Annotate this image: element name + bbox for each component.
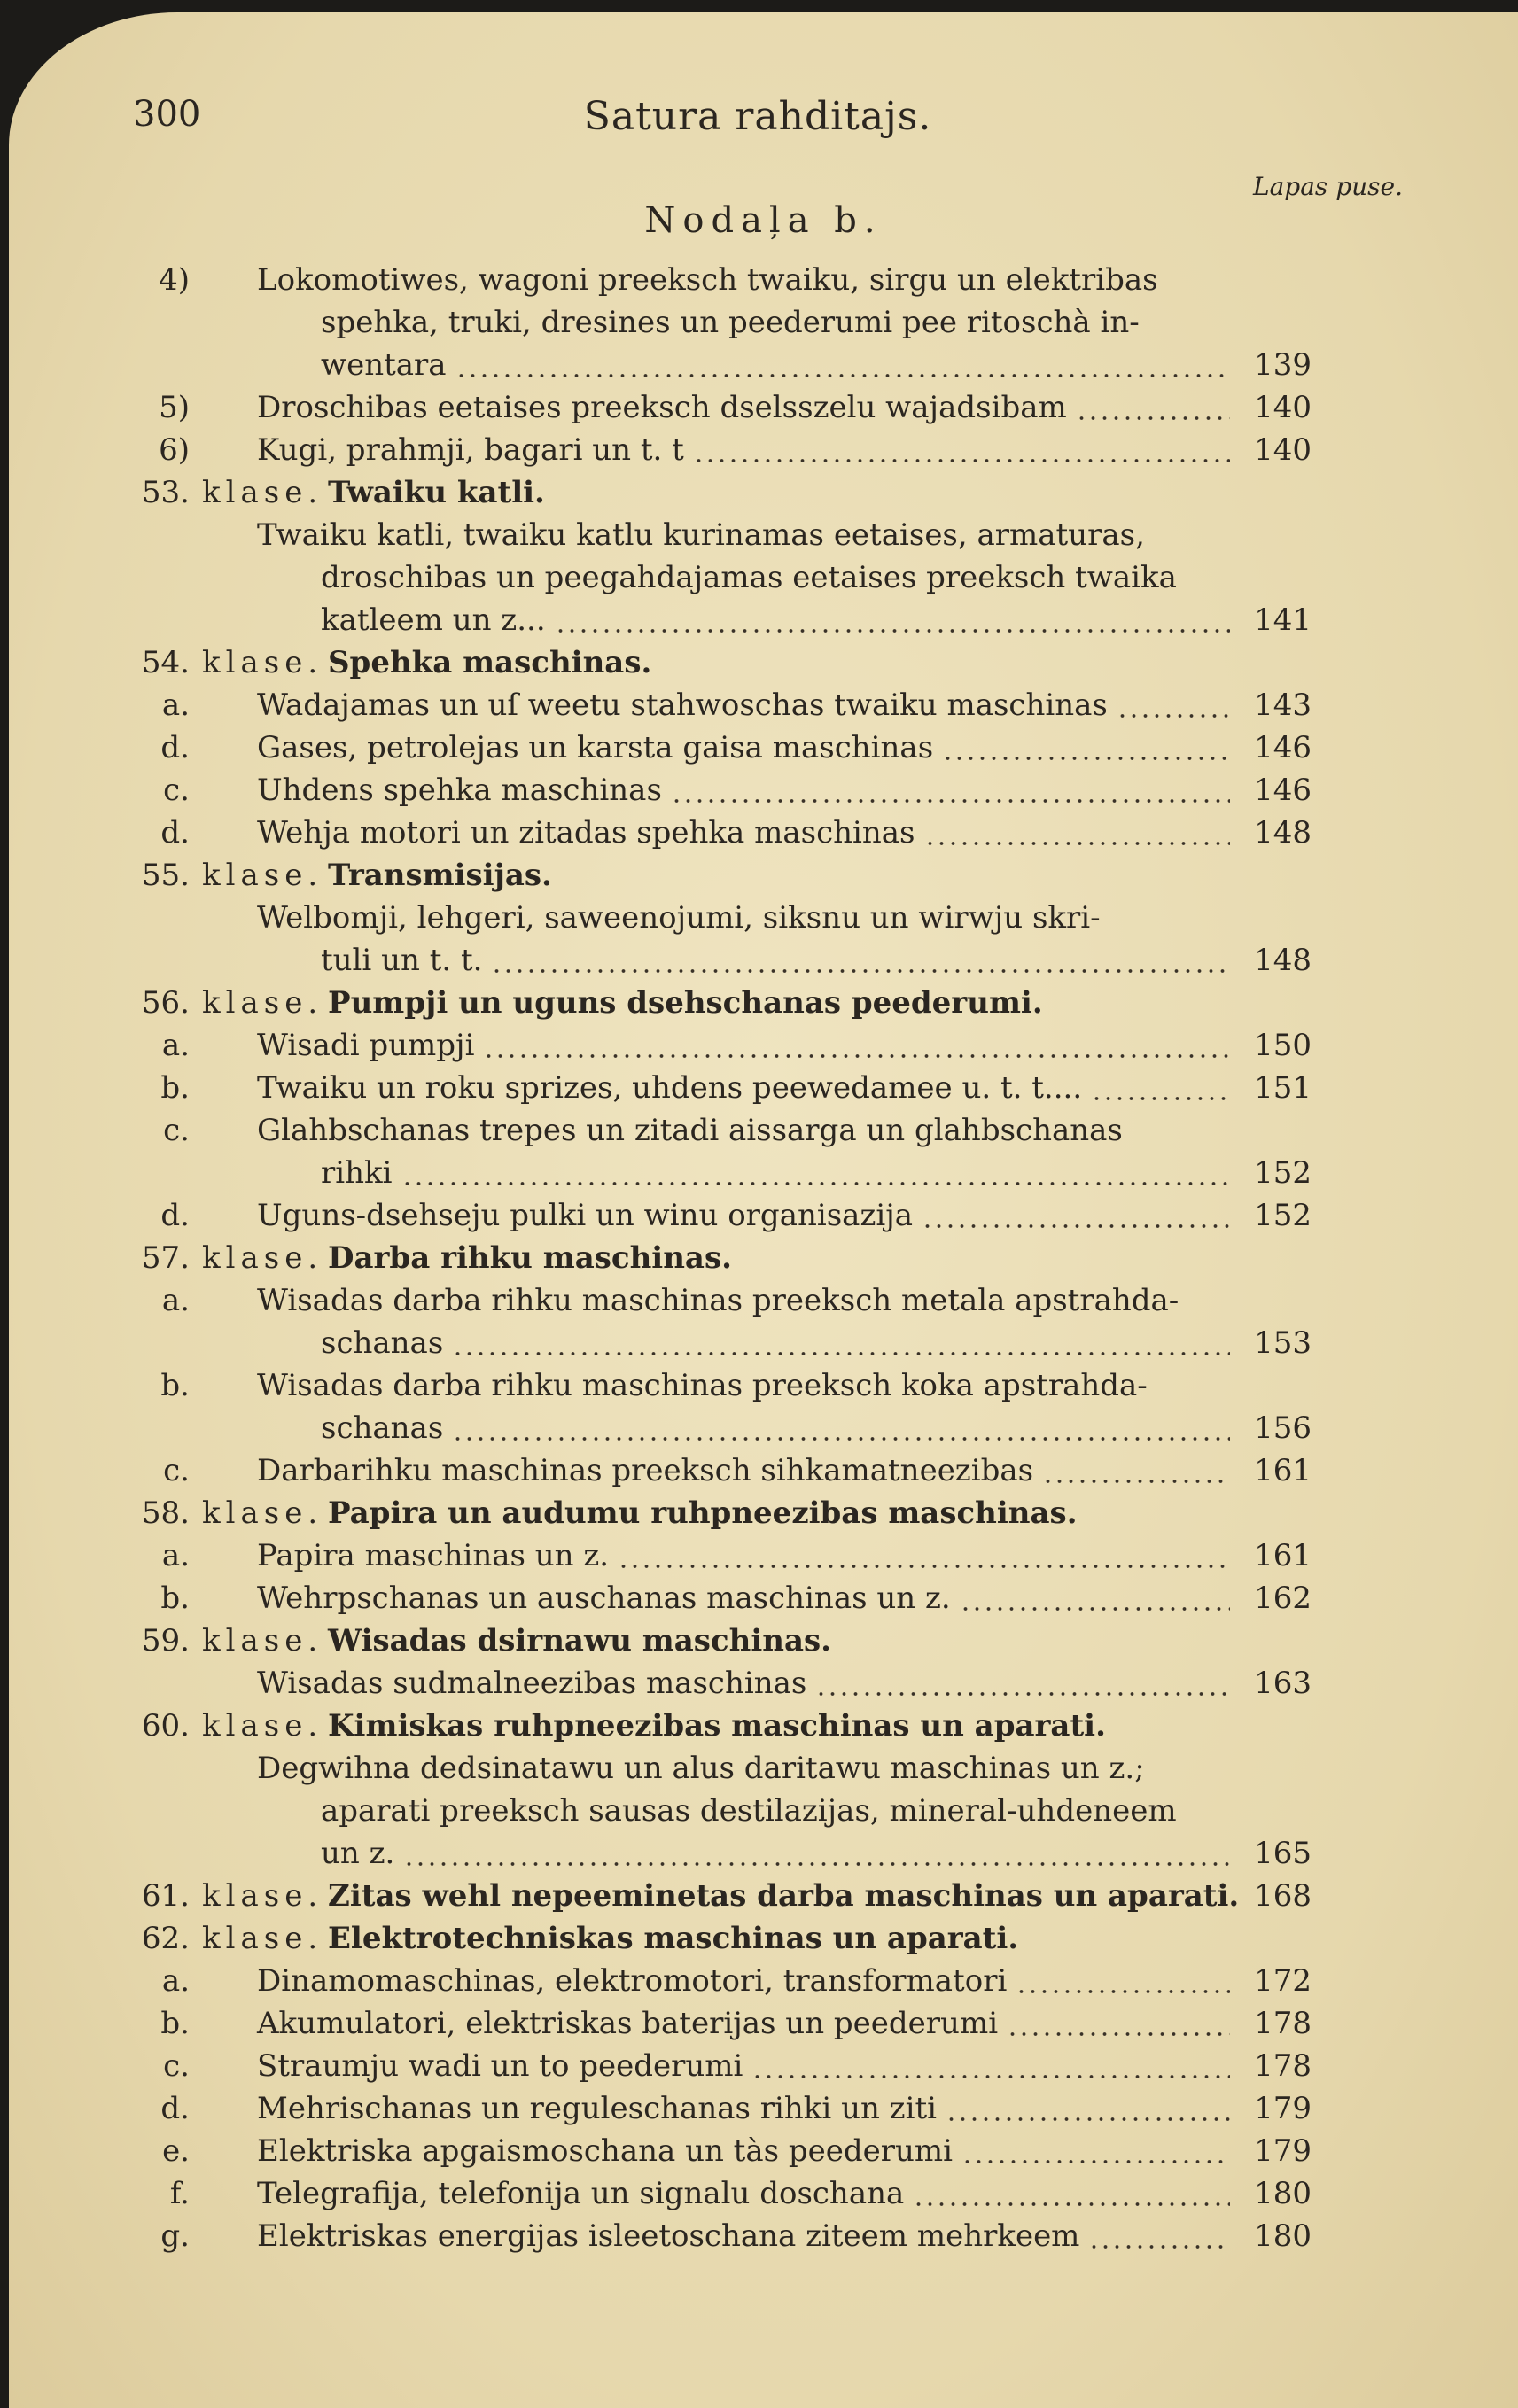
class-label: klase. — [202, 1495, 323, 1531]
dot-leader — [452, 1322, 1230, 1364]
dot-leader — [671, 769, 1230, 812]
class-number: 61. — [141, 1878, 190, 1914]
toc-row — [124, 1832, 1312, 1875]
book-page — [9, 12, 1518, 2408]
dot-leader — [961, 2130, 1230, 2172]
entry-text: Twaiku katli, twaiku katlu kurinamas eetaises, armaturas, — [257, 517, 1145, 553]
page-ref: 156 — [1254, 1410, 1312, 1446]
page-ref: 143 — [1254, 687, 1312, 723]
toc-row — [124, 1407, 1312, 1449]
sub-marker: c. — [163, 1453, 190, 1488]
toc-row — [124, 259, 1312, 301]
class-number: 58. — [141, 1495, 190, 1531]
dot-leader — [942, 726, 1230, 769]
sub-marker: a. — [161, 1028, 190, 1063]
class-title: Elektrotechniskas maschinas un aparati. — [328, 1921, 1019, 1956]
toc-row — [124, 2130, 1312, 2172]
toc-row — [124, 1620, 1312, 1662]
class-label: klase. — [202, 985, 323, 1021]
class-title: Kimiskas ruhpneezibas maschinas un aparati. — [328, 1708, 1106, 1744]
class-number: 56. — [141, 985, 190, 1021]
class-title: Zitas wehl nepeeminetas darba maschinas un aparati. — [328, 1878, 1240, 1914]
sub-marker: a. — [161, 1963, 190, 1999]
entry-text: Welbomji, lehgeri, saweenojumi, siksnu un wirwju skri- — [257, 900, 1101, 936]
sub-text: Darbarihku maschinas preeksch sihkamatneezibas — [257, 1453, 1034, 1488]
page-ref: 165 — [1254, 1836, 1312, 1871]
dot-leader — [751, 2045, 1230, 2087]
toc-row — [124, 556, 1312, 599]
toc-row — [124, 1067, 1312, 1109]
class-label: klase. — [202, 1708, 323, 1744]
toc-row — [124, 2002, 1312, 2045]
toc-row — [124, 2215, 1312, 2257]
sub-marker: c. — [163, 2048, 190, 2084]
toc-row — [124, 301, 1312, 344]
dot-leader — [1016, 1960, 1230, 2002]
sub-marker: d. — [160, 1198, 190, 1233]
sub-text: Straumju wadi un to peederumi — [257, 2048, 743, 2084]
sub-text: Elektriska apgaismoschana un tàs peederumi — [257, 2133, 954, 2169]
class-label: klase. — [202, 1240, 323, 1276]
page-ref: 180 — [1254, 2218, 1312, 2254]
class-number: 54. — [141, 645, 190, 680]
class-number: 59. — [141, 1623, 190, 1658]
dot-leader — [555, 599, 1230, 641]
class-number: 57. — [141, 1240, 190, 1276]
dot-leader — [1091, 1067, 1230, 1109]
dot-leader — [401, 1152, 1230, 1194]
sub-marker: c. — [163, 1113, 190, 1148]
toc-row — [124, 2172, 1312, 2215]
sub-marker: b. — [160, 1368, 190, 1403]
dot-leader — [1117, 684, 1230, 726]
page-ref: 148 — [1254, 943, 1312, 978]
page-ref: 178 — [1254, 2048, 1312, 2084]
dot-leader — [922, 1194, 1230, 1237]
sub-text: Uguns-dsehseju pulki un winu organisazija — [257, 1198, 914, 1233]
dot-leader — [946, 2087, 1230, 2130]
dot-leader — [913, 2172, 1230, 2215]
sub-marker: e. — [162, 2133, 190, 2169]
page-ref: 161 — [1254, 1453, 1312, 1488]
toc-row — [124, 1449, 1312, 1492]
toc-row — [124, 684, 1312, 726]
toc-row — [124, 1960, 1312, 2002]
sub-text: Wadajamas un uſ weetu stahwoschas twaiku maschinas — [257, 687, 1108, 723]
sub-marker: d. — [160, 2091, 190, 2126]
class-title: Spehka maschinas. — [328, 645, 652, 680]
toc-row — [124, 1662, 1312, 1705]
sub-marker: g. — [160, 2218, 190, 2254]
class-label: klase. — [202, 1921, 323, 1956]
sub-text: Mehrischanas un reguleschanas rihki un ziti — [257, 2091, 937, 2126]
page-ref: 148 — [1254, 815, 1312, 851]
entry-text-continued: tuli un t. t. — [321, 943, 483, 978]
toc-row — [124, 386, 1312, 429]
dot-leader — [1088, 2215, 1230, 2257]
sub-text: Telegrafija, telefonija un signalu doschana — [257, 2176, 905, 2211]
dot-leader — [483, 1024, 1230, 1067]
toc-row — [124, 1194, 1312, 1237]
sub-text: Glahbschanas trepes un zitadi aissarga un glahbschanas — [257, 1113, 1123, 1148]
toc-row — [124, 471, 1312, 514]
page-ref: 140 — [1254, 432, 1312, 468]
class-number: 60. — [141, 1708, 190, 1744]
page-ref: 152 — [1254, 1198, 1312, 1233]
page-ref: 141 — [1254, 602, 1312, 638]
entry-text-continued: droschibas un peegahdajamas eetaises preeksch twaika — [321, 560, 1177, 595]
sub-text: Twaiku un roku sprizes, uhdens peewedamee u. t. t.... — [257, 1070, 1083, 1106]
toc-row — [124, 1747, 1312, 1790]
page-ref: 146 — [1254, 730, 1312, 765]
page-ref: 140 — [1254, 390, 1312, 425]
item-marker: 4) — [159, 262, 190, 298]
toc-row — [124, 2087, 1312, 2130]
sub-marker: b. — [160, 1070, 190, 1106]
class-number: 55. — [141, 858, 190, 893]
item-text-continued: schanas — [321, 1410, 444, 1446]
class-title: Darba rihku maschinas. — [328, 1240, 732, 1276]
entry-text-continued: aparati preeksch sausas destilazijas, mineral-uhdeneem — [321, 1793, 1177, 1829]
sub-marker: a. — [161, 1283, 190, 1318]
dot-leader — [491, 939, 1230, 982]
item-text-continued: schanas — [321, 1325, 444, 1361]
page-ref: 172 — [1254, 1963, 1312, 1999]
sub-marker: a. — [161, 687, 190, 723]
sub-text: Papira maschinas un z. — [257, 1538, 610, 1573]
toc-row — [124, 1875, 1312, 1917]
item-marker: 5) — [159, 390, 190, 425]
toc-row — [124, 1534, 1312, 1577]
page-ref: 163 — [1254, 1666, 1312, 1701]
sub-text: Dinamomaschinas, elektromotori, transformatori — [257, 1963, 1008, 1999]
toc-row — [124, 1109, 1312, 1152]
page-ref: 150 — [1254, 1028, 1312, 1063]
toc-row — [124, 854, 1312, 897]
page-column-label: Lapas puse. — [1253, 172, 1403, 201]
toc-row — [124, 1705, 1312, 1747]
toc-row — [124, 1237, 1312, 1279]
item-marker: 6) — [159, 432, 190, 468]
sub-marker: a. — [161, 1538, 190, 1573]
running-title: Satura rahditajs. — [583, 94, 932, 139]
page-ref: 139 — [1254, 347, 1312, 383]
entry-text: Degwihna dedsinatawu un alus daritawu maschinas un z.; — [257, 1751, 1145, 1786]
sub-text: Uhdens spehka maschinas — [257, 773, 662, 808]
page-ref: 146 — [1254, 773, 1312, 808]
class-label: klase. — [202, 858, 323, 893]
dot-leader — [452, 1407, 1230, 1449]
toc-row — [124, 1024, 1312, 1067]
item-text: Lokomotiwes, wagoni preeksch twaiku, sirgu un elektribas — [257, 262, 1158, 298]
toc-row — [124, 1364, 1312, 1407]
page-ref: 180 — [1254, 2176, 1312, 2211]
toc-row — [124, 897, 1312, 939]
toc-row — [124, 641, 1312, 684]
sub-text: Akumulatori, elektriskas baterijas un peederumi — [257, 2006, 999, 2041]
toc-row — [124, 982, 1312, 1024]
page-ref: 168 — [1254, 1878, 1312, 1914]
sub-marker: b. — [160, 2006, 190, 2041]
page-ref: 179 — [1254, 2091, 1312, 2126]
item-text-continued: wentara — [321, 347, 447, 383]
item-text: Kugi, prahmji, bagari un t. t — [257, 432, 684, 468]
page-ref: 179 — [1254, 2133, 1312, 2169]
toc-row — [124, 2045, 1312, 2087]
sub-marker: b. — [160, 1581, 190, 1616]
dot-leader — [1076, 386, 1230, 429]
dot-leader — [1007, 2002, 1230, 2045]
class-title: Twaiku katli. — [328, 475, 545, 510]
class-title: Pumpji un uguns dsehschanas peederumi. — [328, 985, 1043, 1021]
page-header — [124, 94, 1391, 147]
class-label: klase. — [202, 1878, 323, 1914]
page-ref: 161 — [1254, 1538, 1312, 1573]
sub-text: Wehrpschanas un auschanas maschinas un z. — [257, 1581, 951, 1616]
dot-leader — [455, 344, 1230, 386]
sub-text: Wehja motori un zitadas spehka maschinas — [257, 815, 915, 851]
entry-text-continued: katleem un z... — [321, 602, 546, 638]
page-ref: 178 — [1254, 2006, 1312, 2041]
page-ref: 153 — [1254, 1325, 1312, 1361]
toc-row — [124, 726, 1312, 769]
toc-row — [124, 1279, 1312, 1322]
toc-row — [124, 514, 1312, 556]
page-ref: 162 — [1254, 1581, 1312, 1616]
page-number: 300 — [133, 94, 201, 135]
class-label: klase. — [202, 1623, 323, 1658]
table-of-contents — [124, 259, 1312, 2257]
dot-leader — [815, 1662, 1230, 1705]
class-title: Transmisijas. — [328, 858, 552, 893]
page-ref: 152 — [1254, 1155, 1312, 1191]
dot-leader — [693, 429, 1230, 471]
sub-marker: d. — [160, 815, 190, 851]
class-number: 53. — [141, 475, 190, 510]
item-text-continued: rihki — [321, 1155, 393, 1191]
toc-row — [124, 1492, 1312, 1534]
toc-row — [124, 812, 1312, 854]
sub-text: Gases, petrolejas un karsta gaisa maschinas — [257, 730, 934, 765]
sub-marker: d. — [160, 730, 190, 765]
toc-row — [124, 429, 1312, 471]
sub-text: Elektriskas energijas isleetoschana ziteem mehrkeem — [257, 2218, 1080, 2254]
toc-row — [124, 344, 1312, 386]
class-number: 62. — [141, 1921, 190, 1956]
page-ref: 151 — [1254, 1070, 1312, 1106]
toc-row — [124, 1152, 1312, 1194]
dot-leader — [618, 1534, 1230, 1577]
toc-row — [124, 1790, 1312, 1832]
dot-leader — [403, 1832, 1230, 1875]
dot-leader — [960, 1577, 1230, 1620]
sub-text: Wisadas darba rihku maschinas preeksch metala apstrahda- — [257, 1283, 1179, 1318]
item-text-continued: spehka, truki, dresines un peederumi pee ritoschà in- — [321, 305, 1140, 340]
sub-marker: f. — [169, 2176, 190, 2211]
sub-text: Wisadas darba rihku maschinas preeksch koka apstrahda- — [257, 1368, 1148, 1403]
entry-text: Wisadas sudmalneezibas maschinas — [257, 1666, 807, 1701]
class-title: Papira un audumu ruhpneezibas maschinas. — [328, 1495, 1078, 1531]
toc-row — [124, 1577, 1312, 1620]
class-title: Wisadas dsirnawu maschinas. — [328, 1623, 831, 1658]
sub-marker: c. — [163, 773, 190, 808]
entry-text-continued: un z. — [321, 1836, 395, 1871]
dot-leader — [924, 812, 1230, 854]
item-text: Droschibas eetaises preeksch dselsszelu wajadsibam — [257, 390, 1067, 425]
toc-row — [124, 769, 1312, 812]
sub-text: Wisadi pumpji — [257, 1028, 475, 1063]
section-heading: Nodaļa b. — [644, 200, 883, 241]
class-label: klase. — [202, 475, 323, 510]
toc-row — [124, 1322, 1312, 1364]
class-label: klase. — [202, 645, 323, 680]
toc-row — [124, 599, 1312, 641]
toc-row — [124, 1917, 1312, 1960]
dot-leader — [1042, 1449, 1230, 1492]
toc-row — [124, 939, 1312, 982]
